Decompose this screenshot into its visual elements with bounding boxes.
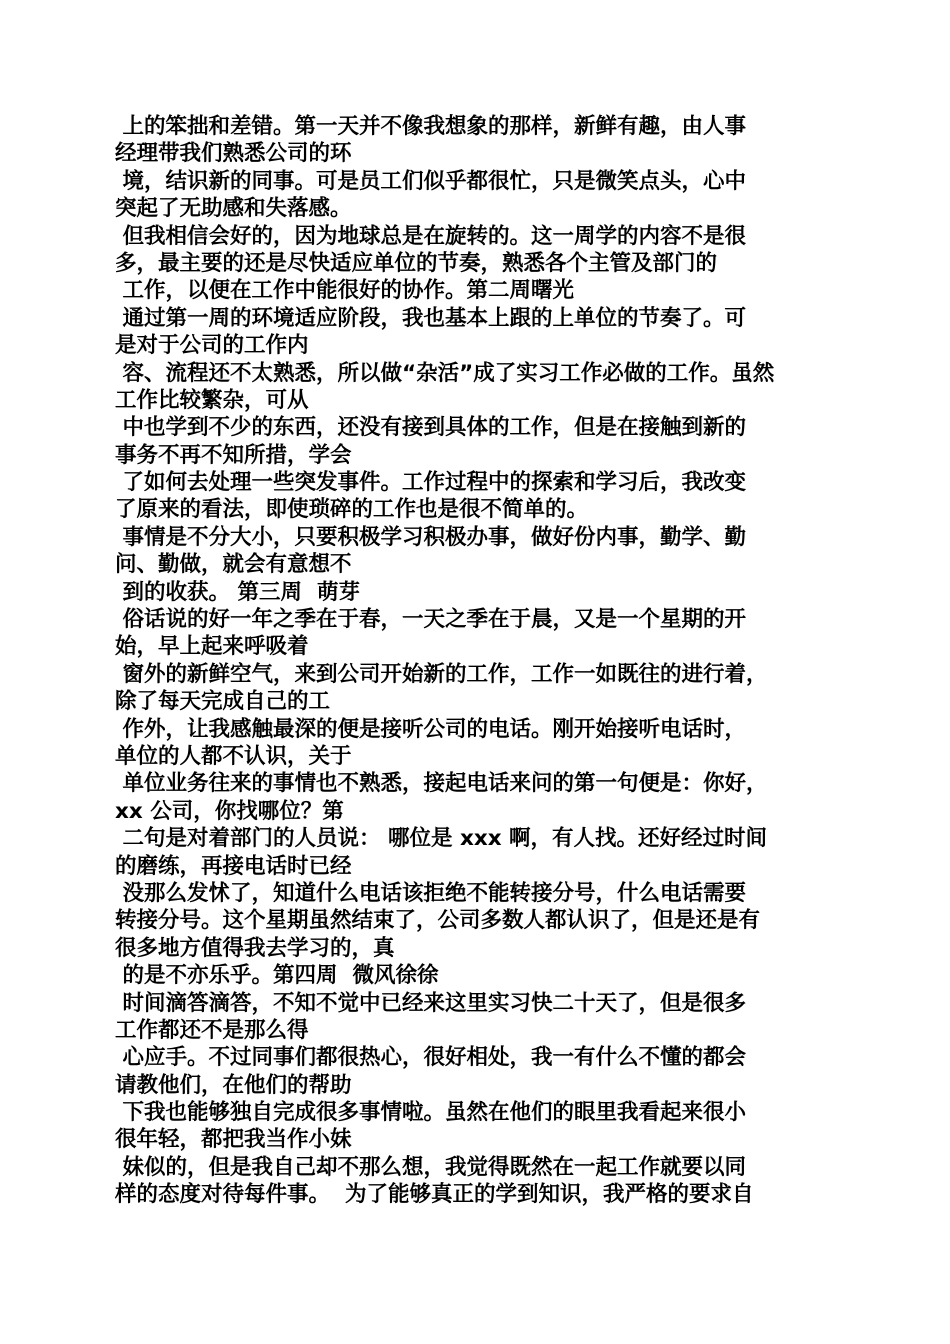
text-line: 俗话说的好一年之季在于春，一天之季在于晨，又是一个星期的开 [115,607,746,633]
text-line: 中也学到不少的东西，还没有接到具体的工作，但是在接触到新的 [115,415,746,441]
text-line: 工作比较繁杂，可从 [115,387,309,413]
text-line: 时间滴答滴答，不知不觉中已经来这里实习快二十天了，但是很多 [115,990,746,1016]
text-line: 问、勤做，就会有意想不 [115,552,352,578]
text-line: 突起了无助感和失落感。 [115,196,352,222]
text-line: 容、流程还不太熟悉，所以做“杂活”成了实习工作必做的工作。虽然 [115,360,775,386]
text-line: 经理带我们熟悉公司的环 [115,141,352,167]
text-line: 单位的人都不认识，关于 [115,743,352,769]
text-line: 工作都还不是那么得 [115,1017,309,1043]
text-line: 的是不亦乐乎。第四周 微风徐徐 [115,963,439,989]
body-text [115,113,840,1209]
text-line: 到的收获。 第三周 萌芽 [115,579,360,605]
text-line: 的磨练，再接电话时已经 [115,853,352,879]
text-line: 作外，让我感触最深的便是接听公司的电话。刚开始接听电话时， [115,716,746,742]
text-line: 窗外的新鲜空气，来到公司开始新的工作，工作一如既往的进行着， [115,661,768,687]
text-line: 是对于公司的工作内 [115,333,309,359]
text-line: 很多地方值得我去学习的，真 [115,935,395,961]
text-line: 但我相信会好的，因为地球总是在旋转的。这一周学的内容不是很 [115,223,746,249]
text-line: xx 公司，你找哪位？第 [115,798,344,824]
text-line: 始，早上起来呼吸着 [115,634,309,660]
text-line: 事务不再不知所措，学会 [115,442,352,468]
text-line: 了原来的看法，即使琐碎的工作也是很不简单的。 [115,497,589,523]
text-line: 工作，以便在工作中能很好的协作。第二周曙光 [115,278,574,304]
text-line: 转接分号。这个星期虽然结束了，公司多数人都认识了，但是还是有 [115,908,761,934]
text-line: 请教他们，在他们的帮助 [115,1072,352,1098]
text-line: 事情是不分大小，只要积极学习积极办事，做好份内事，勤学、勤 [115,524,746,550]
text-line: 多，最主要的还是尽快适应单位的节奏，熟悉各个主管及部门的 [115,250,718,276]
text-line: 了如何去处理一些突发事件。工作过程中的探索和学习后，我改变 [115,470,746,496]
text-line: 二句是对着部门的人员说： 哪位是 xxx 啊，有人找。还好经过时间 [115,826,768,852]
text-line: 很年轻，都把我当作小妹 [115,1127,352,1153]
text-line: 心应手。不过同事们都很热心，很好相处，我一有什么不懂的都会 [115,1045,746,1071]
text-line: 除了每天完成自己的工 [115,689,331,715]
text-line: 单位业务往来的事情也不熟悉，接起电话来问的第一句便是：你好， [115,771,768,797]
text-line: 上的笨拙和差错。第一天并不像我想象的那样，新鲜有趣，由人事 [115,114,746,139]
text-line: 下我也能够独自完成很多事情啦。虽然在他们的眼里我看起来很小 [115,1100,746,1126]
text-line: 境，结识新的同事。可是员工们似乎都很忙，只是微笑点头，心中 [115,168,746,194]
text-line: 样的态度对待每件事。 为了能够真正的学到知识，我严格的要求自 [115,1182,754,1208]
text-line: 妹似的，但是我自己却不那么想，我觉得既然在一起工作就要以同 [115,1154,746,1180]
text-line: 通过第一周的环境适应阶段，我也基本上跟的上单位的节奏了。可 [115,305,746,331]
text-line: 没那么发怵了，知道什么电话该拒绝不能转接分号，什么电话需要 [115,880,746,906]
